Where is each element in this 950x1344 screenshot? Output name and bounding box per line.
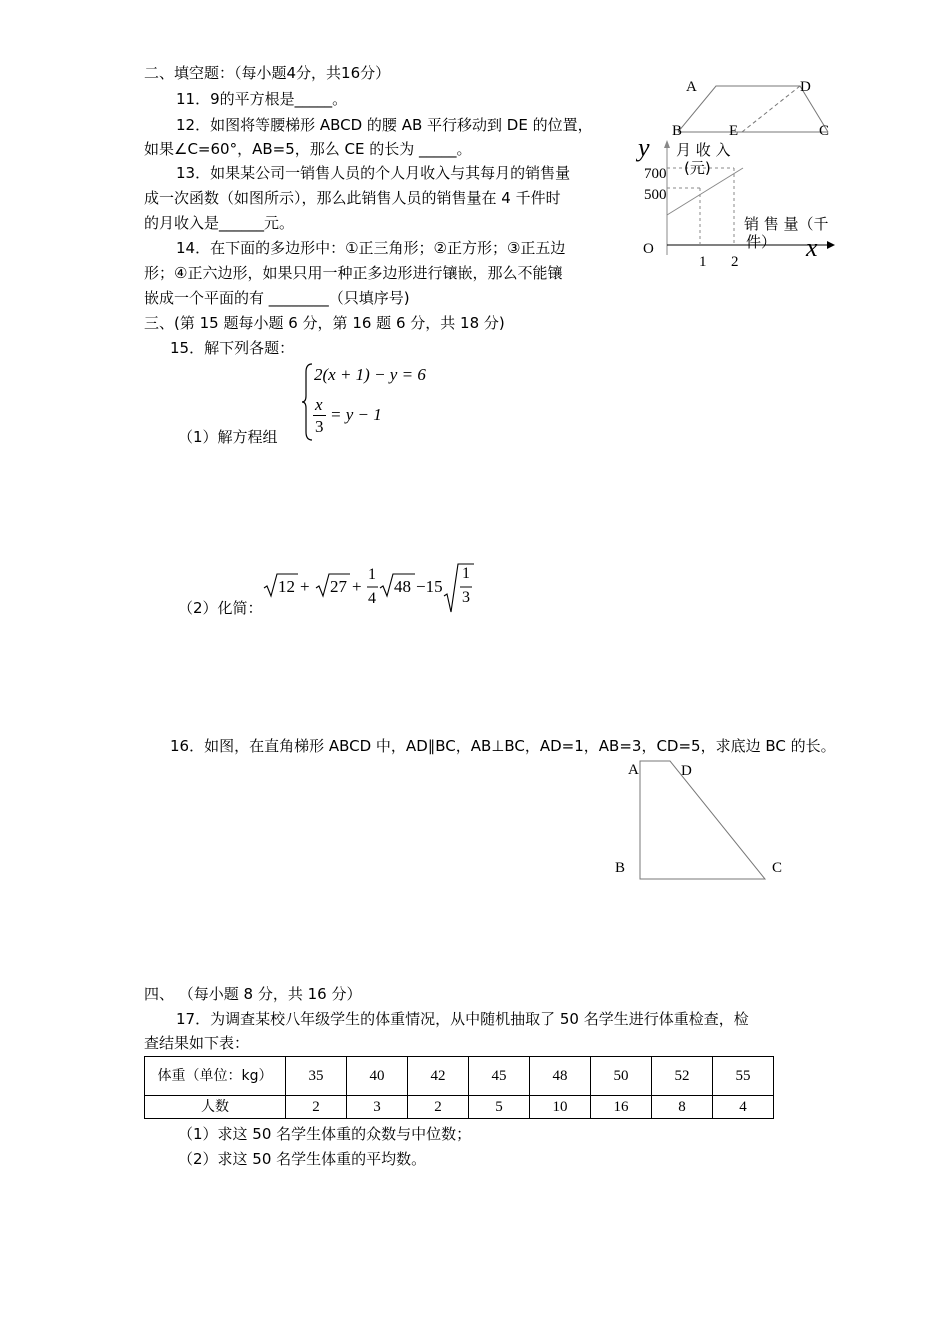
system-brace — [300, 362, 314, 442]
question-11: 11．9的平方根是_____。 — [176, 90, 348, 108]
table-cell: 8 — [652, 1096, 713, 1119]
y-tick-500: 500 — [644, 187, 667, 203]
equation-2-rest: = y − 1 — [330, 405, 382, 424]
table-cell: 10 — [530, 1096, 591, 1119]
question-14-line3: 嵌成一个平面的有 ________（只填序号) — [144, 289, 410, 307]
table-cell: 40 — [347, 1057, 408, 1096]
table-cell: 16 — [591, 1096, 652, 1119]
inner-denominator: 3 — [462, 589, 470, 606]
table-cell: 55 — [713, 1057, 774, 1096]
right-trap-label-D: D — [681, 763, 692, 779]
radicand-27: 27 — [330, 577, 347, 596]
right-trapezoid-figure — [630, 755, 783, 885]
right-trap-label-B: B — [615, 860, 626, 876]
fraction-denominator: 4 — [368, 590, 376, 607]
radicand-48: 48 — [394, 577, 411, 596]
label-C: C — [819, 123, 830, 139]
question-17-line1: 17．为调查某校八年级学生的体重情况，从中随机抽取了 50 名学生进行体重检查，检 — [176, 1010, 749, 1028]
x-tick-2: 2 — [731, 254, 739, 270]
question-14-line2: 形；④正六边形，如果只用一种正多边形进行镶嵌，那么不能镶 — [144, 264, 563, 282]
x-axis-title-1: 销 售 量（千 — [744, 215, 829, 233]
question-14-line1: 14．在下面的多边形中：①正三角形；②正方形；③正五边 — [176, 239, 566, 257]
label-B: B — [672, 123, 683, 139]
y-axis-label: y — [638, 133, 650, 162]
weight-table — [144, 1056, 774, 1119]
y-axis-title-2: (元) — [684, 159, 711, 177]
x-axis-label: x — [806, 233, 818, 262]
question-15-1-label: （1）解方程组 — [178, 428, 278, 446]
question-15-2-label: （2）化简： — [178, 599, 263, 617]
x-axis-title-2: 件） — [746, 233, 777, 251]
y-axis-title-1: 月 收 入 — [676, 141, 731, 159]
table-cell: 42 — [408, 1057, 469, 1096]
origin-label: O — [643, 241, 654, 257]
table-cell: 52 — [652, 1057, 713, 1096]
table-cell: 2 — [408, 1096, 469, 1119]
question-13-line1: 13．如果某公司一销售人员的个人月收入与其每月的销售量 — [176, 164, 571, 182]
inner-numerator: 1 — [462, 565, 470, 582]
table-cell: 2 — [286, 1096, 347, 1119]
question-13-line2: 成一次函数（如图所示），那么此销售人员的销售量在 4 千件时 — [144, 189, 561, 207]
x-tick-1: 1 — [699, 254, 707, 270]
radicand-12: 12 — [278, 577, 295, 596]
y-tick-700: 700 — [644, 166, 667, 182]
question-16: 16．如图，在直角梯形 ABCD 中，AD∥BC，AB⊥BC，AD=1，AB=3，CD=5，求底边 BC 的长。 — [170, 737, 836, 755]
equation-2-fraction-bar — [313, 415, 326, 416]
table-cell: 45 — [469, 1057, 530, 1096]
table-cell: 5 — [469, 1096, 530, 1119]
table-row-counts — [145, 1096, 774, 1119]
question-17-2: （2）求这 50 名学生体重的平均数。 — [178, 1150, 427, 1168]
equation-2-denominator: 3 — [315, 417, 324, 436]
right-trap-label-A: A — [628, 762, 639, 778]
label-D: D — [800, 79, 811, 95]
section4-heading: 四、 （每小题 8 分，共 16 分） — [144, 985, 362, 1003]
table-header-weight-text: 体重（单位：kg） — [157, 1067, 273, 1084]
table-row-weights — [145, 1057, 774, 1096]
question-13-line3: 的月收入是______元。 — [144, 214, 295, 232]
plus-sign-1: + — [300, 577, 310, 596]
question-15: 15．解下列各题： — [170, 339, 295, 357]
label-A: A — [686, 79, 697, 95]
equation-2-numerator: x — [315, 395, 323, 414]
question-12-line2: 如果∠C=60°，AB=5，那么 CE 的长为 _____。 — [144, 140, 472, 158]
question-17-1: （1）求这 50 名学生体重的众数与中位数； — [178, 1125, 472, 1143]
right-trap-label-C: C — [772, 860, 783, 876]
question-17-line2: 查结果如下表： — [144, 1034, 250, 1052]
plus-sign-2: + — [352, 577, 362, 596]
equation-1: 2(x + 1) − y = 6 — [314, 365, 426, 384]
section2-heading: 二、填空题：（每小题4分，共16分） — [144, 64, 391, 82]
table-header-weight — [145, 1057, 286, 1096]
fraction-numerator: 1 — [368, 566, 376, 583]
table-cell: 48 — [530, 1057, 591, 1096]
question-12-line1: 12．如图将等腰梯形 ABCD 的腰 AB 平行移动到 DE 的位置， — [176, 116, 593, 134]
table-cell: 50 — [591, 1057, 652, 1096]
section3-heading: 三、(第 15 题每小题 6 分，第 16 题 6 分，共 18 分) — [144, 314, 505, 332]
table-cell: 3 — [347, 1096, 408, 1119]
table-cell: 4 — [713, 1096, 774, 1119]
minus-15: −15 — [416, 577, 443, 596]
table-header-count: 人数 — [145, 1096, 286, 1119]
table-cell: 35 — [286, 1057, 347, 1096]
label-E: E — [729, 123, 739, 139]
